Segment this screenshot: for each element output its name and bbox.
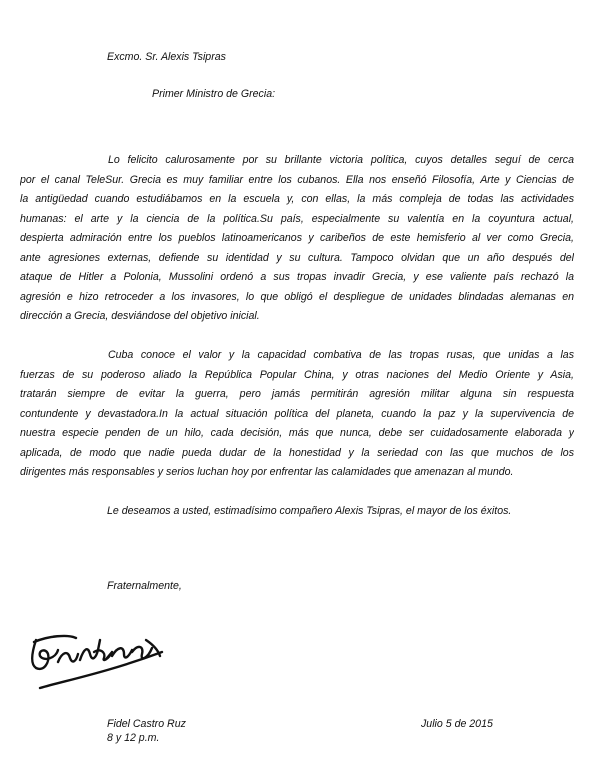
paragraph-line: tratarán siempre de evitar la guerra, pero jamás permitirán agresión militar alguna sin respuesta xyxy=(20,388,574,400)
paragraph-line: contundente y devastadora.In la actual situación política del planeta, cuando la paz y la supervivencia de xyxy=(20,407,574,420)
paragraph-line: Lo felicito calurosamente por su brillante victoria política, cuyos detalles seguí de cerca xyxy=(108,154,574,166)
handwritten-signature xyxy=(28,622,168,694)
paragraph-2 xyxy=(20,346,574,483)
paragraph-line: ataque de Hitler a Polonia, Mussolini ordenó a sus tropas invadir Grecia, y ese valiente país rechazó la xyxy=(20,271,574,283)
paragraph-1 xyxy=(20,151,574,327)
paragraph-line: dirección a Grecia, desviándose del objetivo inicial. xyxy=(20,310,260,322)
paragraph-line: fuerzas de su poderoso aliado la República Popular China, y otras naciones del Medio Oriente y Asia, xyxy=(20,368,574,381)
paragraph-line: por el canal TeleSur. Grecia es muy familiar entre los cubanos. Ella nos enseñó Filosofía, Arte y Ciencias de xyxy=(20,173,574,186)
signing-time: 8 y 12 p.m. xyxy=(107,732,160,744)
closing-line: Fraternalmente, xyxy=(107,580,182,592)
recipient-title-line: Primer Ministro de Grecia: xyxy=(152,88,276,100)
paragraph-line: nuestra especie penden de un hilo, cada decisión, más que nunca, debe ser cuidadosamente elaborada y xyxy=(20,427,574,439)
paragraph-line: dirigentes más responsables y serios luchan hoy por enfrentar las calamidades que amenazan al mundo. xyxy=(20,466,514,478)
letter-date: Julio 5 de 2015 xyxy=(421,718,493,730)
wishes-line: Le deseamos a usted, estimadísimo compañero Alexis Tsipras, el mayor de los éxitos. xyxy=(107,505,512,517)
paragraph-line: despierta admiración entre los pueblos latinoamericanos y caribeños de este hemisferio al ver como Grecia, xyxy=(20,232,574,244)
paragraph-line: Cuba conoce el valor y la capacidad combativa de las tropas rusas, que unidas a las xyxy=(108,349,574,361)
paragraph-line: humanas: el arte y la ciencia de la política.Su país, especialmente su valentía en la coyuntura actual, xyxy=(20,212,574,225)
paragraph-line: la antigüedad cuando estudiábamos en la escuela y, con ellas, la más compleja de todas las actividades xyxy=(20,193,574,205)
paragraph-line: agresión e hizo retroceder a los invasores, lo que obligó el despliegue de unidades blindadas alemanas en xyxy=(20,290,574,303)
signer-name: Fidel Castro Ruz xyxy=(107,718,186,730)
paragraph-line: ante agresiones externas, defiende su identidad y su cultura. Tampoco olvidan que un año después del xyxy=(20,251,574,264)
paragraph-line: aplicada, de modo que nadie pueda dudar de la honestidad y la seriedad con las que muchos de los xyxy=(20,446,574,459)
recipient-line: Excmo. Sr. Alexis Tsipras xyxy=(107,51,226,63)
